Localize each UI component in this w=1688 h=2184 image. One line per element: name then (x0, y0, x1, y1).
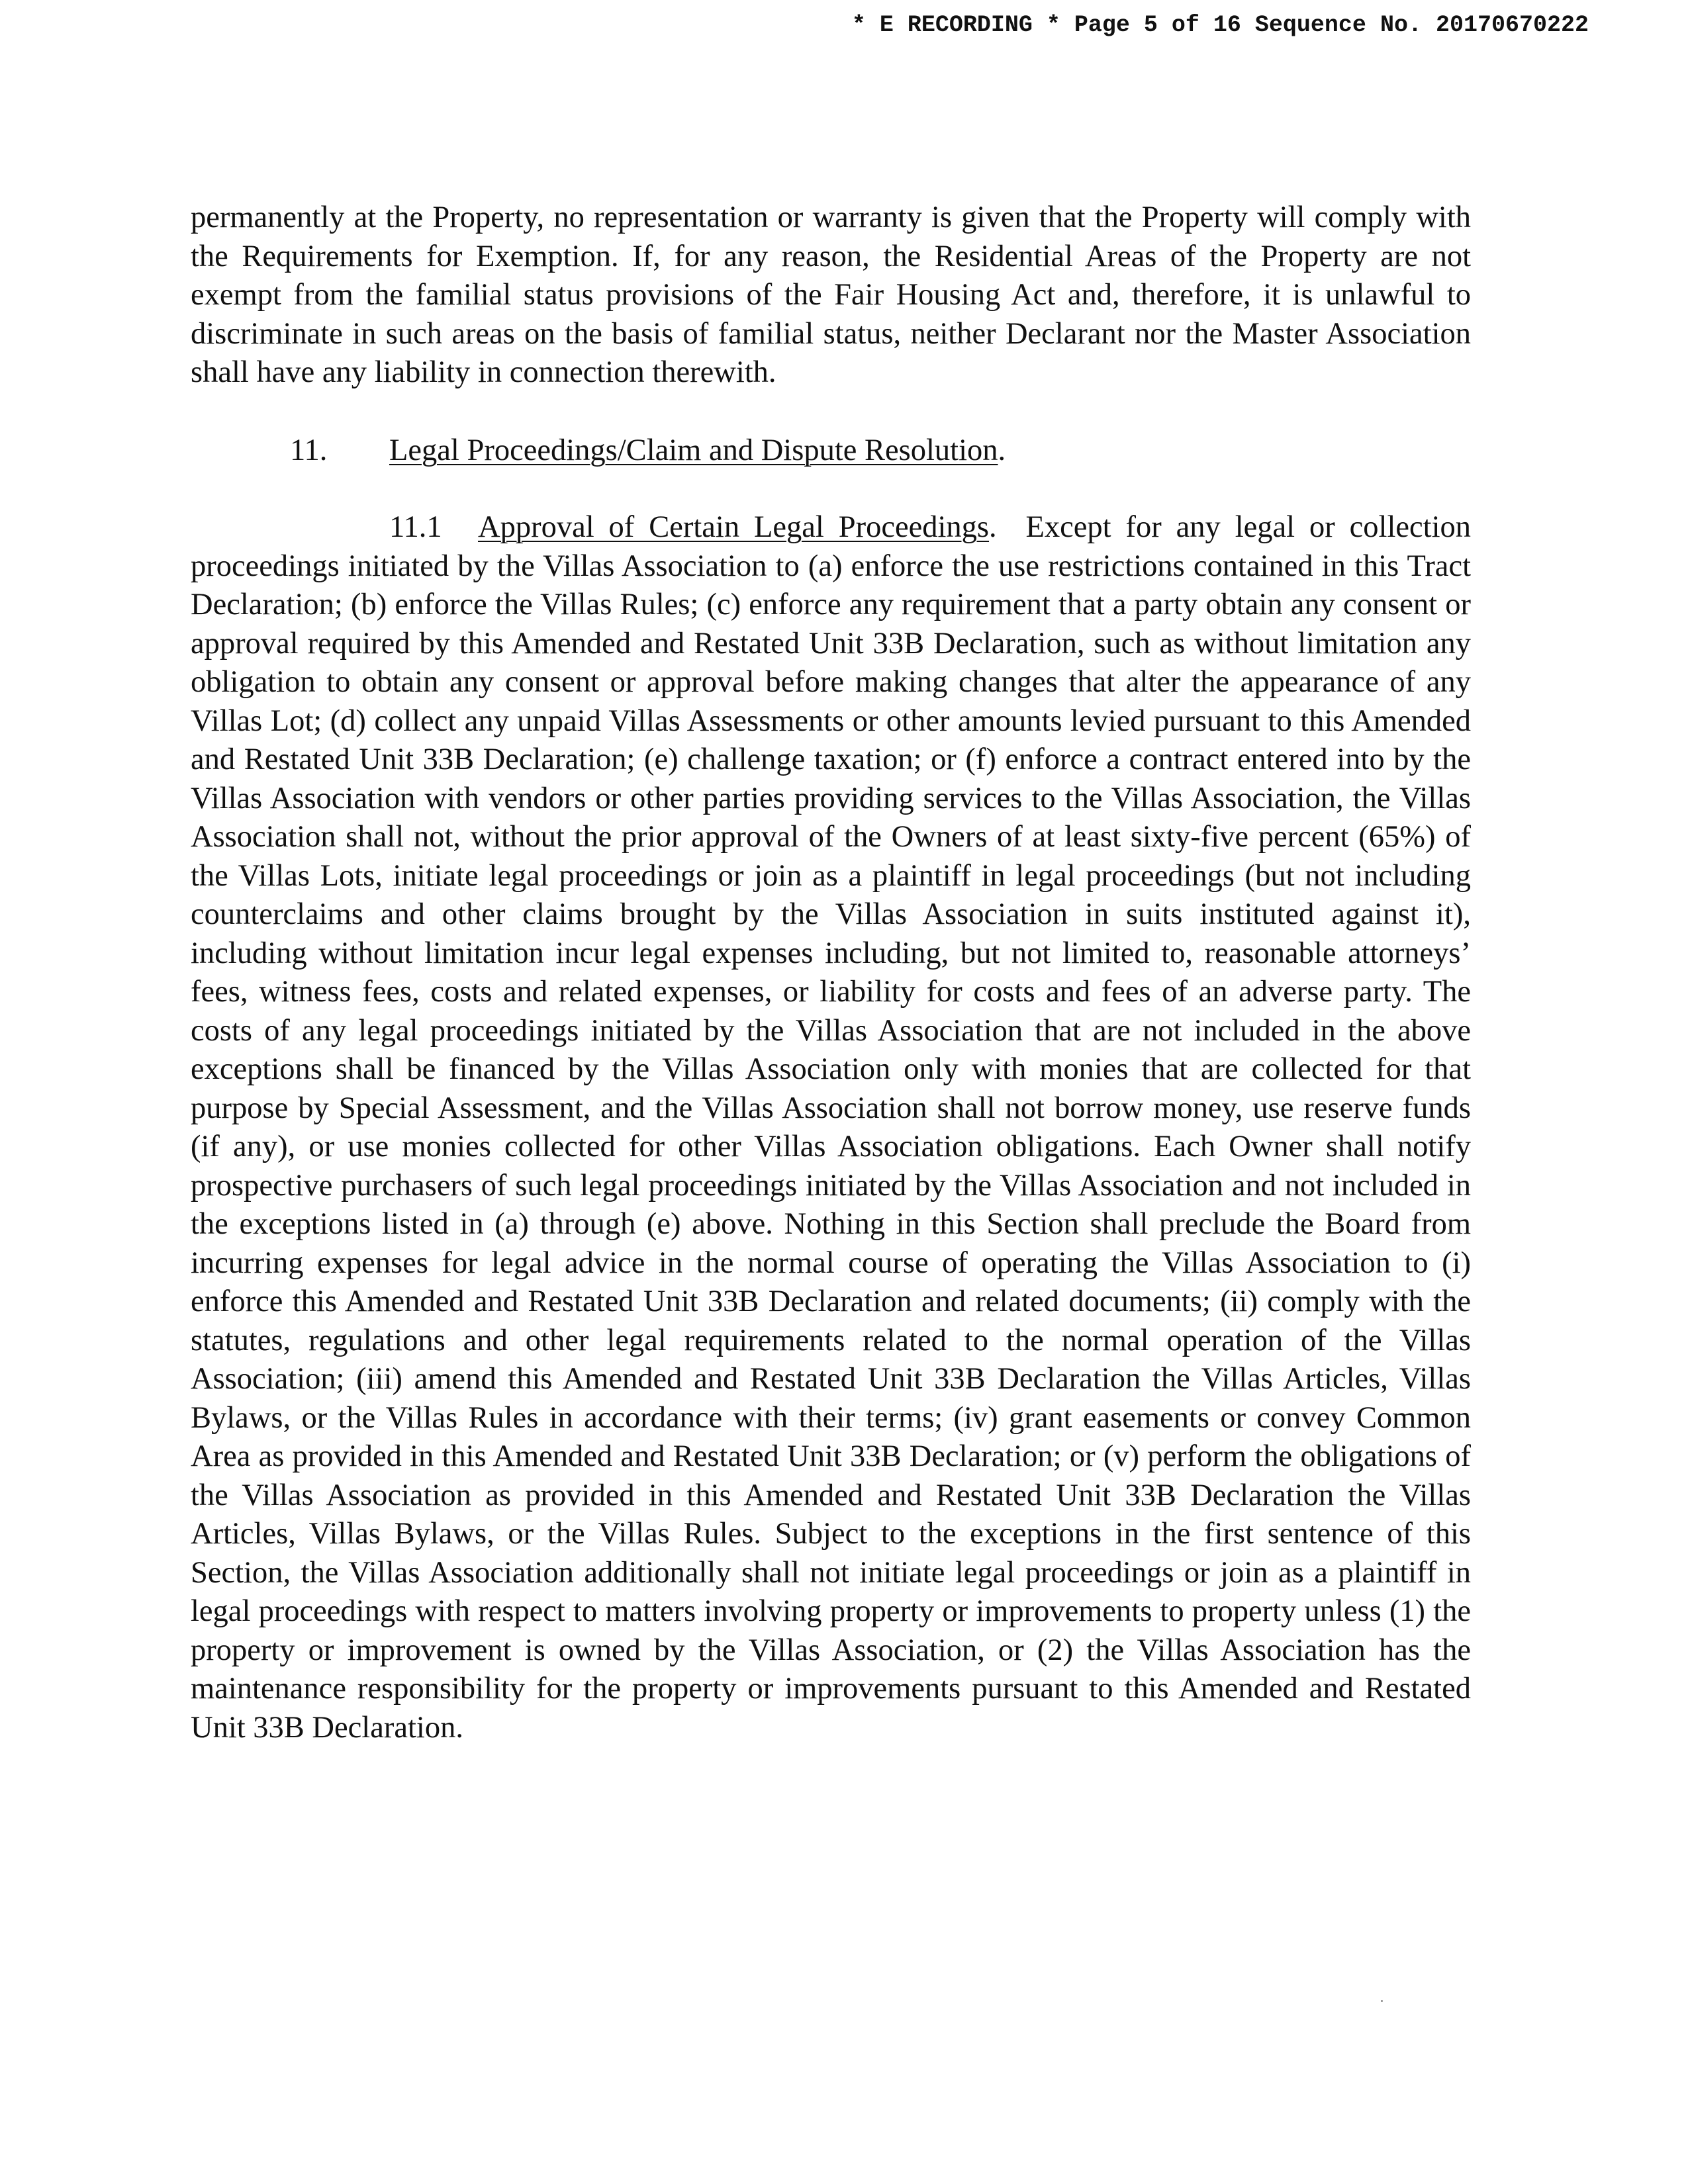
section-11-1-title: Approval of Certain Legal Proceedings (478, 510, 990, 544)
section-11-1-paragraph (191, 508, 1471, 1747)
section-11-heading (191, 432, 1471, 471)
recording-header-stamp: * E RECORDING * Page 5 of 16 Sequence No. 20170670222 (851, 12, 1589, 38)
section-11-1-title-suffix: . (989, 510, 997, 544)
scan-speck (1381, 2000, 1383, 2002)
section-11-title-suffix: . (998, 433, 1006, 467)
intro-paragraph: permanently at the Property, no representation or warranty is given that the Property will comply with the Requirements for Exemption. If, for any reason, the Residential Areas of the Property are not exempt from the familial status provisions of the Fair Housing Act and, therefore, it is unlawful to discriminate in such areas on the basis of familial status, neither Declarant nor the Master Association shall have any liability in connection therewith. (191, 201, 1471, 389)
section-11-1-body: Except for any legal or collection proceedings initiated by the Villas Association to (a) enforce the use restrictions contained in this Tract Declaration; (b) enforce the Villas Rules; (c) enforce any requirement that a party obtain any consent or approval required by this Amended and Restated Unit 33B Declaration, such as without limitation any obligation to obtain any consent or approval before making changes that alter the appearance of any Villas Lot; (d) collect any unpaid Villas Assessments or other amounts levied pursuant to this Amended and Restated Unit 33B Declaration; (e) challenge taxation; or (f) enforce a contract entered into by the Villas Association with vendors or other parties providing services to the Villas Association, the Villas Association shall not, without the prior approval of the Owners of at least sixty-five percent (65%) of the Villas Lots, initiate legal proceedings or join as a plaintiff in legal proceedings (but not including counterclaims and other claims brought by the Villas Association in suits instituted against it), including without limitation incur legal expenses including, but not limited to, reasonable attorneys’ fees, witness fees, costs and related expenses, or liability for costs and fees of an adverse party. The costs of any legal proceedings initiated by the Villas Association that are not included in the above exceptions shall be financed by the Villas Association only with monies that are collected for that purpose by Special Assessment, and the Villas Association shall not borrow money, use reserve funds (if any), or use monies collected for other Villas Association obligations. Each Owner shall notify prospective purchasers of such legal proceedings initiated by the Villas Association and not included in the exceptions listed in (a) through (e) above. Nothing in this Section shall preclude the Board from incurring expenses for legal advice in the normal course of operating the Villas Association to (i) enforce this Amended and Restated Unit 33B Declaration and related documents; (ii) comply with the statutes, regulations and other legal requirements related to the normal operation of the Villas Association; (iii) amend this Amended and Restated Unit 33B Declaration the Villas Articles, Villas Bylaws, or the Villas Rules in accordance with their terms; (iv) grant easements or convey Common Area as provided in this Amended and Restated Unit 33B Declaration; or (v) perform the obligations of the Villas Association as provided in this Amended and Restated Unit 33B Declaration the Villas Articles, Villas Bylaws, or the Villas Rules. Subject to the exceptions in the first sentence of this Section, the Villas Association additionally shall not initiate legal proceedings or join as a plaintiff in legal proceedings with respect to matters involving property or improvements to property unless (1) the property or improvement is owned by the Villas Association, or (2) the Villas Association has the maintenance responsibility for the property or improvements pursuant to this Amended and Restated Unit 33B Declaration. (191, 510, 1471, 1745)
section-11-1-number: 11.1 (389, 510, 442, 544)
section-11-number: 11. (290, 433, 328, 467)
section-11-title: Legal Proceedings/Claim and Dispute Resolution (389, 433, 998, 467)
